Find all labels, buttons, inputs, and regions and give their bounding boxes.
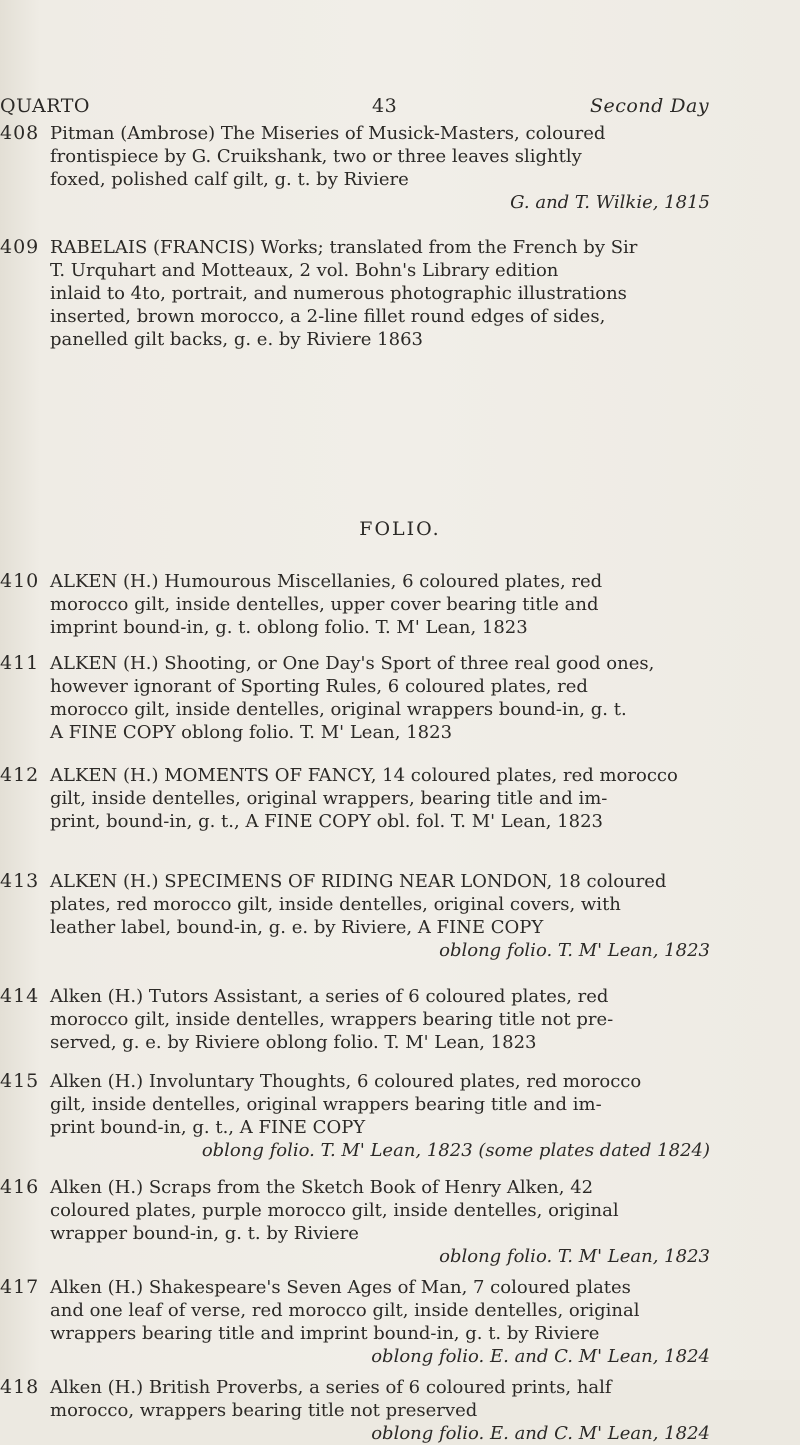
lot-number: 415: [0, 1070, 40, 1092]
lot-number: 409: [0, 236, 40, 258]
description-line: Alken (H.) Shakespeare's Seven Ages of Man, 7 coloured plates: [50, 1277, 631, 1298]
lot-description: [50, 1276, 710, 1368]
description-line: Alken (H.) Involuntary Thoughts, 6 coloured plates, red morocco: [50, 1071, 642, 1092]
lot-imprint: oblong folio. T. M' Lean, 1823: [439, 1246, 710, 1267]
lot-number: 414: [0, 985, 40, 1007]
description-line: inserted, brown morocco, a 2-line fillet round edges of sides,: [50, 306, 606, 327]
section-heading: FOLIO.: [359, 518, 441, 540]
lot-number: 418: [0, 1376, 40, 1398]
lot-number: 413: [0, 870, 40, 892]
description-line: inlaid to 4to, portrait, and numerous photographic illustrations: [50, 283, 627, 304]
description-line: coloured plates, purple morocco gilt, inside dentelles, original: [50, 1200, 619, 1221]
description-line: ALKEN (H.) MOMENTS OF FANCY, 14 coloured plates, red morocco: [50, 765, 678, 786]
lot-description: [50, 236, 710, 351]
description-line: Alken (H.) Scraps from the Sketch Book of Henry Alken, 42: [50, 1177, 594, 1198]
lot-imprint: oblong folio. T. M' Lean, 1823: [439, 940, 710, 961]
lot-description: [50, 764, 710, 833]
lot-number: 416: [0, 1176, 40, 1198]
lot-number: 411: [0, 652, 40, 674]
description-line: imprint bound-in, g. t. oblong folio. T. M' Lean, 1823: [50, 617, 528, 638]
lot-imprint: oblong folio. T. M' Lean, 1823 (some plates dated 1824): [201, 1140, 710, 1161]
description-line: RABELAIS (FRANCIS) Works; translated from the French by Sir: [50, 237, 638, 258]
description-line: morocco gilt, inside dentelles, upper cover bearing title and: [50, 594, 599, 615]
description-line: gilt, inside dentelles, original wrappers, bearing title and im-: [50, 788, 608, 809]
description-line: ALKEN (H.) Humourous Miscellanies, 6 coloured plates, red: [50, 571, 603, 592]
description-line: ALKEN (H.) SPECIMENS OF RIDING NEAR LONDON, 18 coloured: [50, 871, 667, 892]
description-line: foxed, polished calf gilt, g. t. by Riviere: [50, 169, 409, 190]
description-line: gilt, inside dentelles, original wrappers bearing title and im-: [50, 1094, 602, 1115]
description-line: print, bound-in, g. t., A FINE COPY obl. fol. T. M' Lean, 1823: [50, 811, 603, 832]
description-line: morocco gilt, inside dentelles, wrappers bearing title not pre-: [50, 1009, 614, 1030]
description-line: Pitman (Ambrose) The Miseries of Musick-Masters, coloured: [50, 123, 606, 144]
description-line: A FINE COPY oblong folio. T. M' Lean, 1823: [50, 722, 453, 743]
lot-description: [50, 1070, 710, 1162]
lot-description: [50, 1176, 710, 1268]
lot-description: [50, 652, 710, 744]
description-line: plates, red morocco gilt, inside dentelles, original covers, with: [50, 894, 621, 915]
lot-number: 410: [0, 570, 40, 592]
description-line: Alken (H.) British Proverbs, a series of 6 coloured prints, half: [50, 1377, 612, 1398]
page-number: 43: [372, 95, 398, 117]
header-format: QUARTO: [0, 95, 90, 117]
description-line: however ignorant of Sporting Rules, 6 coloured plates, red: [50, 676, 588, 697]
lot-number: 408: [0, 122, 40, 144]
description-line: morocco, wrappers bearing title not preserved: [50, 1400, 478, 1421]
description-line: Alken (H.) Tutors Assistant, a series of 6 coloured plates, red: [50, 986, 609, 1007]
lot-description: [50, 122, 710, 214]
description-line: served, g. e. by Riviere oblong folio. T. M' Lean, 1823: [50, 1032, 537, 1053]
description-line: print bound-in, g. t., A FINE COPY: [50, 1117, 366, 1138]
lot-number: 417: [0, 1276, 40, 1298]
description-line: wrapper bound-in, g. t. by Riviere: [50, 1223, 359, 1244]
description-line: wrappers bearing title and imprint bound-in, g. t. by Riviere: [50, 1323, 600, 1344]
header-day: Second Day: [590, 95, 710, 117]
description-line: T. Urquhart and Motteaux, 2 vol. Bohn's Library edition: [50, 260, 559, 281]
lot-imprint: oblong folio. E. and C. M' Lean, 1824: [371, 1346, 710, 1367]
description-line: frontispiece by G. Cruikshank, two or three leaves slightly: [50, 146, 582, 167]
lot-description: [50, 1376, 710, 1445]
lot-number: 412: [0, 764, 40, 786]
lot-imprint: oblong folio. E. and C. M' Lean, 1824: [371, 1423, 710, 1444]
description-line: and one leaf of verse, red morocco gilt, inside dentelles, original: [50, 1300, 640, 1321]
lot-description: [50, 870, 710, 962]
description-line: leather label, bound-in, g. e. by Riviere, A FINE COPY: [50, 917, 544, 938]
page-header: [0, 95, 800, 119]
description-line: ALKEN (H.) Shooting, or One Day's Sport of three real good ones,: [50, 653, 655, 674]
lot-description: [50, 570, 710, 639]
lot-description: [50, 985, 710, 1054]
description-line: panelled gilt backs, g. e. by Riviere 1863: [50, 329, 423, 350]
lot-imprint: G. and T. Wilkie, 1815: [510, 192, 710, 213]
description-line: morocco gilt, inside dentelles, original wrappers bound-in, g. t.: [50, 699, 627, 720]
